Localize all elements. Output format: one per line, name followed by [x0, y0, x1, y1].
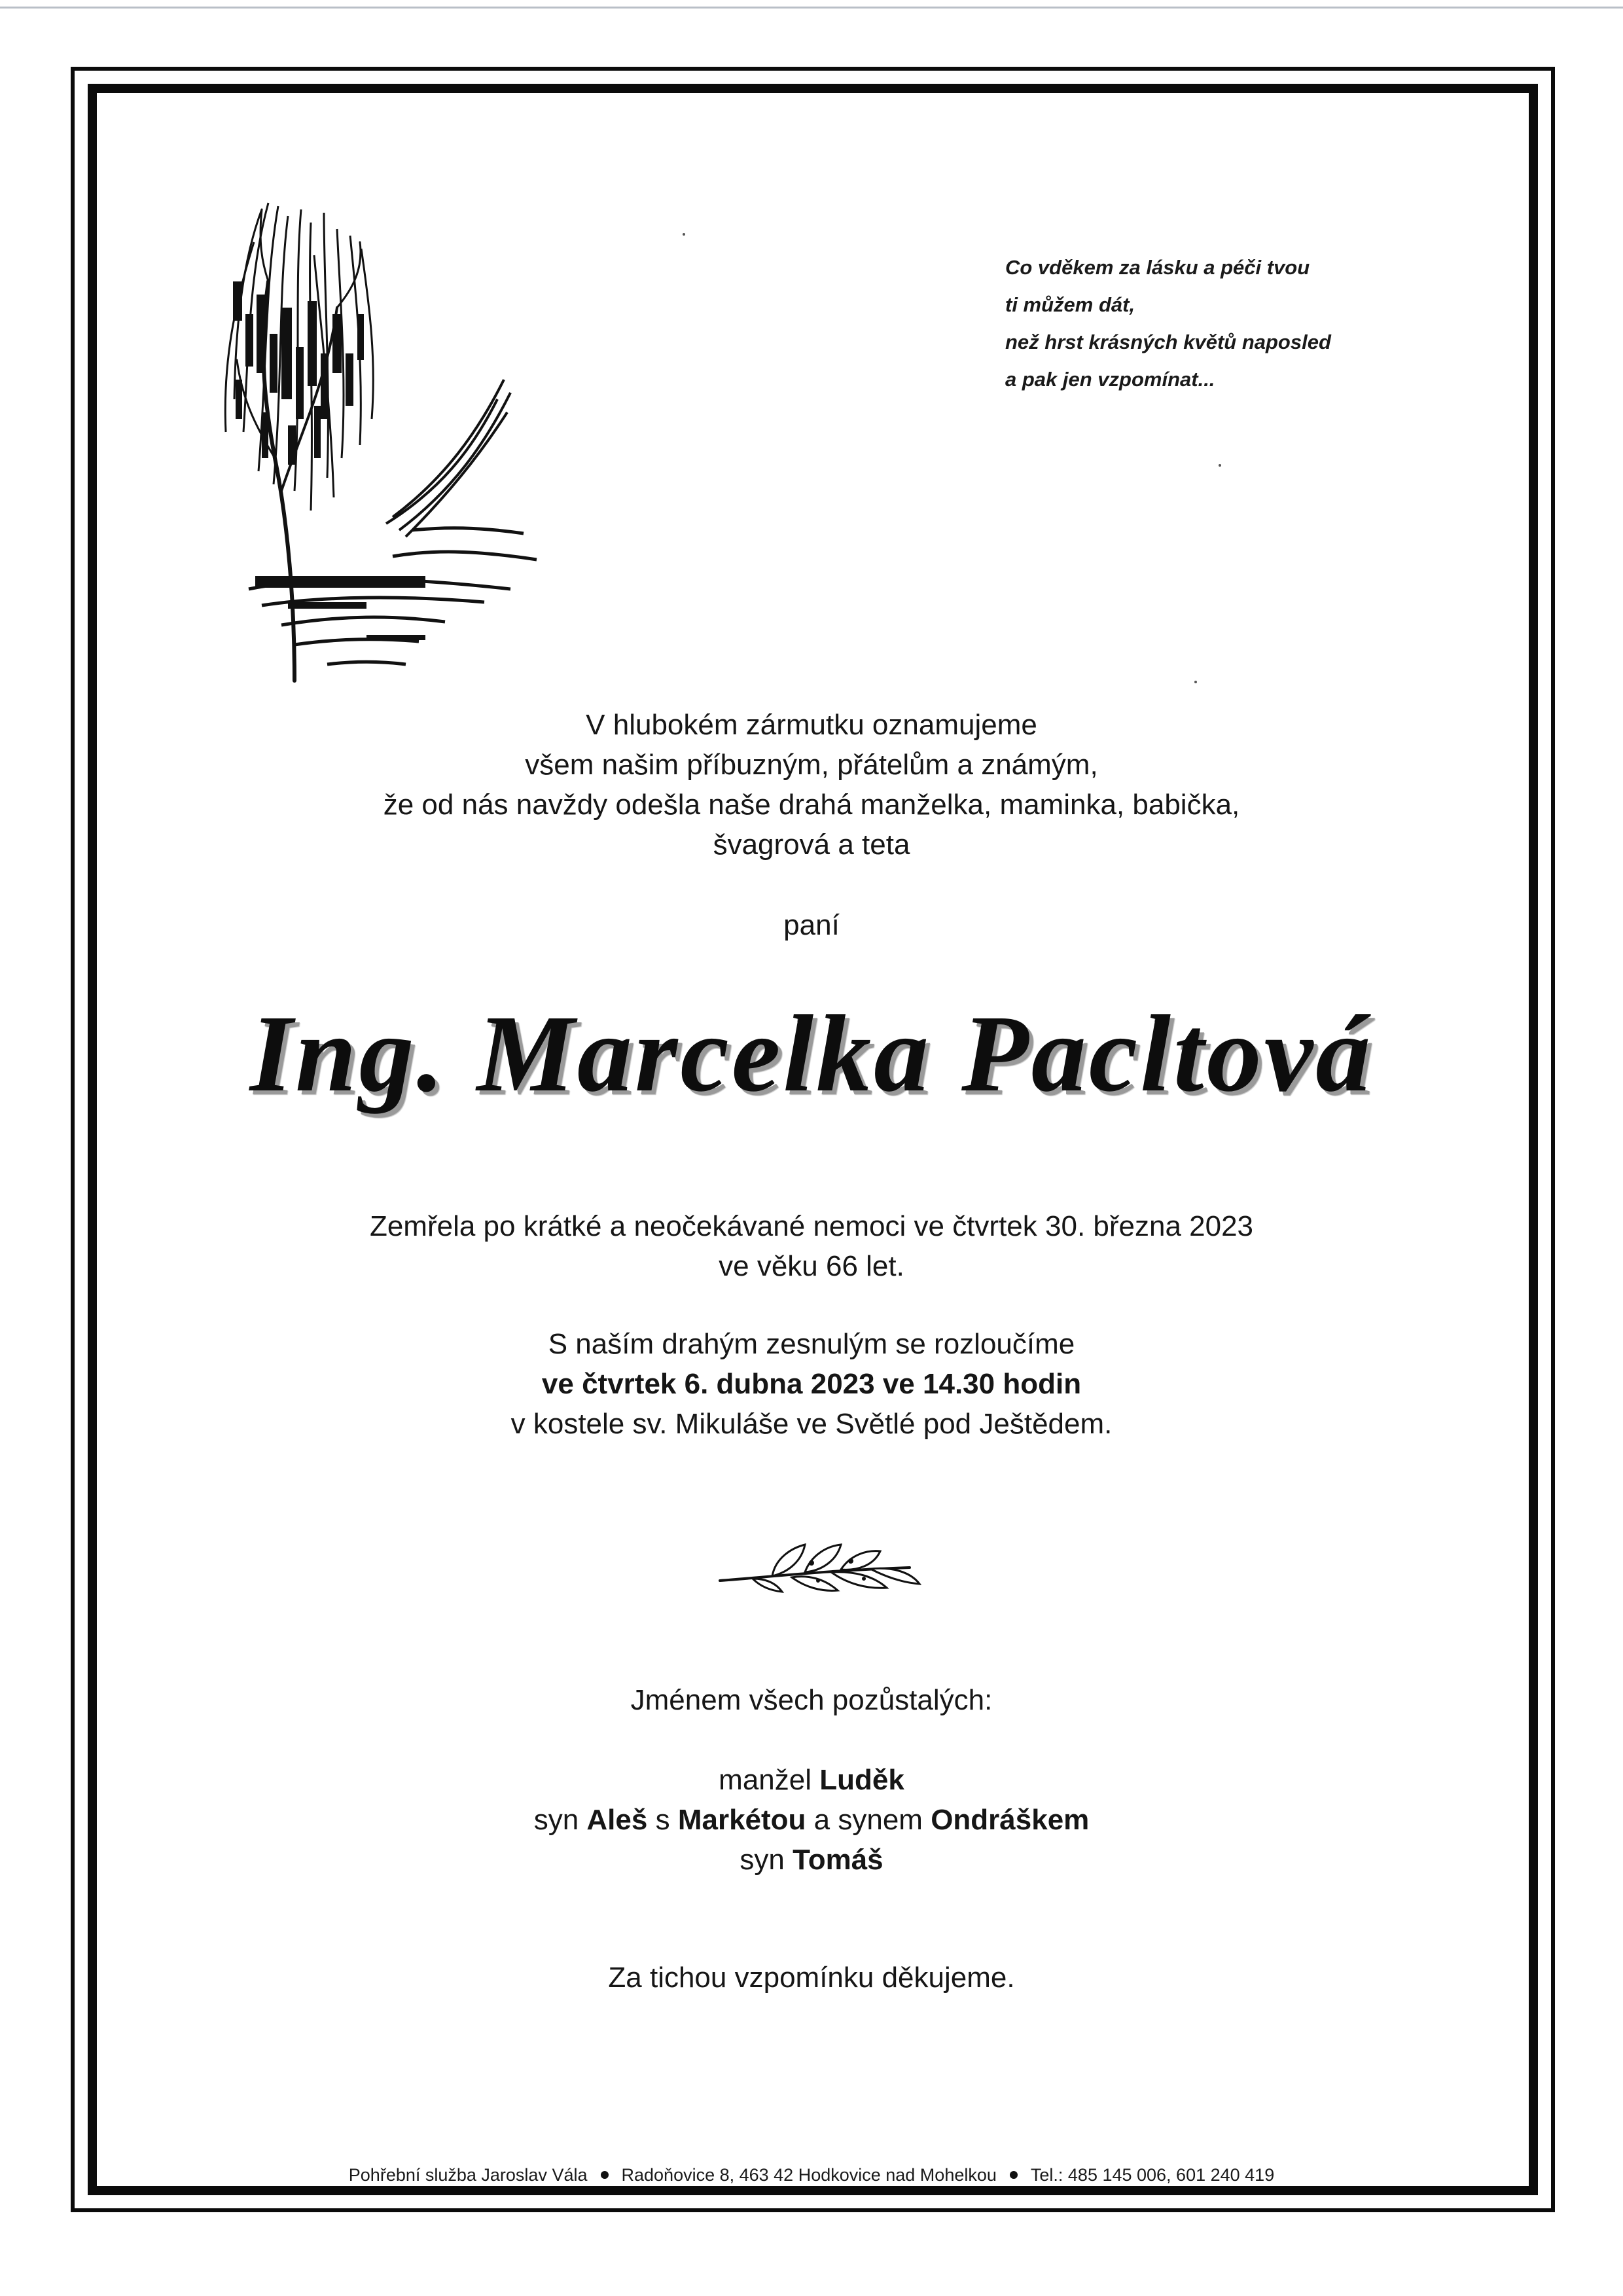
weeping-willow-illustration	[196, 183, 563, 694]
verse-line: ti můžem dát,	[1005, 293, 1135, 316]
mourner-name: Luděk	[819, 1764, 904, 1796]
bullet-separator	[1010, 2171, 1018, 2179]
laurel-branch-illustration	[713, 1532, 923, 1604]
funeral-details	[131, 1324, 1492, 1444]
scan-speck	[1194, 681, 1197, 683]
scan-speck	[1219, 464, 1221, 467]
mourner-name: Tomáš	[793, 1844, 883, 1876]
verse-line: než hrst krásných květů naposled	[1005, 331, 1331, 353]
mourner-son	[131, 1840, 1492, 1880]
relation-label: syn	[740, 1844, 785, 1876]
relation-label: manžel	[719, 1764, 812, 1796]
connector-text: a synem	[813, 1804, 923, 1836]
announcement-intro	[131, 705, 1492, 865]
relation-label: syn	[533, 1804, 579, 1836]
salutation: paní	[783, 909, 840, 941]
intro-line: švagrová a teta	[713, 829, 910, 861]
funeral-service-footer	[131, 2163, 1492, 2187]
death-notice	[131, 1206, 1492, 1286]
mourner-name: Aleš	[586, 1804, 648, 1836]
intro-line: všem našim příbuzným, přátelům a známým,	[525, 749, 1098, 781]
bullet-separator	[601, 2171, 609, 2179]
funeral-date-time: ve čtvrtek 6. dubna 2023 ve 14.30 hodin	[541, 1368, 1082, 1400]
deceased-name: Ing. Marcelka Pacltová	[249, 993, 1374, 1115]
mourners-list	[131, 1760, 1492, 1880]
mourners-heading: Jménem všech pozůstalých:	[630, 1684, 993, 1716]
memorial-verse	[1005, 249, 1411, 398]
farewell-line: S naším drahým zesnulým se rozloučíme	[548, 1328, 1075, 1360]
mourner-name: Ondráškem	[931, 1804, 1090, 1836]
scan-speck	[683, 233, 685, 236]
mourner-name: Markétou	[677, 1804, 806, 1836]
verse-line: a pak jen vzpomínat...	[1005, 368, 1215, 391]
footer-address: Radoňovice 8, 463 42 Hodkovice nad Mohelkou	[621, 2165, 997, 2185]
intro-line: že od nás navždy odešla naše drahá manželka, maminka, babička,	[383, 789, 1240, 821]
mourner-son-family	[131, 1800, 1492, 1840]
thanks-line: Za tichou vzpomínku děkujeme.	[608, 1962, 1015, 1994]
funeral-location: v kostele sv. Mikuláše ve Světlé pod Ještědem.	[510, 1408, 1113, 1440]
footer-phone: Tel.: 485 145 006, 601 240 419	[1030, 2165, 1275, 2185]
death-line: Zemřela po krátké a neočekávané nemoci ve čtvrtek 30. března 2023	[369, 1210, 1254, 1242]
intro-line: V hlubokém zármutku oznamujeme	[586, 709, 1037, 741]
connector-text: s	[655, 1804, 670, 1836]
scan-edge-line	[0, 7, 1623, 9]
verse-line: Co vděkem za lásku a péči tvou	[1005, 256, 1310, 279]
age-line: ve věku 66 let.	[719, 1250, 904, 1282]
footer-company: Pohřební služba Jaroslav Vála	[348, 2165, 588, 2185]
mourner-husband	[131, 1760, 1492, 1800]
